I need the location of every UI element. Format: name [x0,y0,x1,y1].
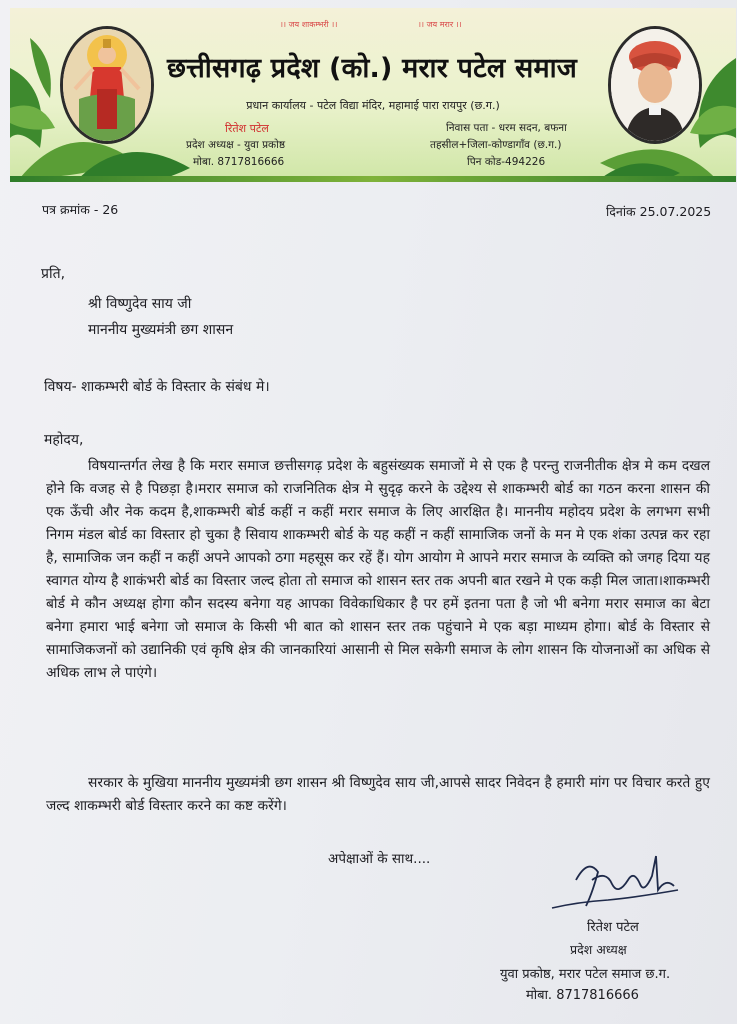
goddess-portrait [60,26,154,144]
signature-icon [548,850,698,920]
head-office-address: प्रधान कार्यालय - पटेल विद्या मंदिर, महामाई पारा रायपुर (छ.ग.) [246,99,500,112]
letterhead-bottom-border [10,176,736,182]
sender-designation: प्रदेश अध्यक्ष - युवा प्रकोष्ठ [186,139,286,151]
letter-date: दिनांक 25.07.2025 [606,204,712,219]
signatory-name: रितेश पटेल [587,920,639,935]
signatory-organization: युवा प्रकोष्ठ, मरार पटेल समाज छ.ग. [500,967,671,982]
signatory-mobile: मोबा. 8717816666 [526,988,639,1003]
body-paragraph-2: सरकार के मुखिया माननीय मुख्यमंत्री छग शासन श्री विष्णुदेव साय जी,आपसे सादर निवेदन है हमारी मांग पर विचार करते हुए जल्द शाकम्भरी बोर्ड विस्तार करने का कष्ट करेंगे। [46,775,710,814]
leader-image-icon [611,29,699,141]
letter-subject: विषय- शाकम्भरी बोर्ड के विस्तार के संबंध मे। [44,379,270,395]
residence-pincode: पिन कोड-494226 [467,156,546,168]
recipient-name: श्री विष्णुदेव साय जी [88,296,192,312]
leader-portrait [608,26,702,144]
goddess-image-icon [63,29,151,141]
recipient-designation: माननीय मुख्यमंत्री छग शासन [88,322,234,338]
letterhead [10,8,736,182]
reference-number: पत्र क्रमांक - 26 [42,202,119,217]
jai-marar: ।। जय मरार ।। [418,20,462,29]
signatory-designation: प्रदेश अध्यक्ष [570,942,627,957]
jai-shakambhari: ।। जय शाकम्भरी ।। [280,20,338,29]
to-label: प्रति, [41,266,66,282]
salutation: महोदय, [44,432,84,448]
sender-mobile: मोबा. 8717816666 [193,156,285,168]
residence-address-line2: तहसील+जिला-कोण्डागाँव (छ.ग.) [430,139,562,151]
body-paragraph-1: विषयान्तर्गत लेख है कि मरार समाज छत्तीसगढ़ प्रदेश के बहुसंख्यक समाजों मे से एक है परन्तु राजनीतीक क्षेत्र मे कम दखल होने कि वजह से है पिछड़ा है।मरार समाज को राजनितिक क्षेत्र मे सुदृढ़ करने के उद्देश्य से शाकम्भरी बोर्ड का गठन करना शासन की एक ऊँची और नेक कदम है,शाकम्भरी बोर्ड कहीं न कहीं मरार समाज के लिए आरक्षित है। माननीय महोदय प्रदेश के लगभग सभी निगम मंडल बोर्ड का विस्तार हो चुका है सिवाय शाकम्भरी बोर्ड के यह कहीं न कहीं सामाजिक जनों के मन मे एक शंका उत्पन्न कर रहा है, सामाजिक जन कहीं न कहीं अपने आपको ठगा महसूस कर रहें हैं। योग आयोग मे आपने मरार समाज के व्यक्ति को जगह दिया यह स्वागत योग्य है शाकंभरी बोर्ड का विस्तार जल्द होता तो समाज को शासन स्तर तक अपनी बात रखने मे एक कड़ी मिल जाता।शाकम्भरी बोर्ड मे कौन अध्यक्ष होगा कौन सदस्य बनेगा यह आपका विवेकाधिकार है पर हमें इतना पता है जो भी बनेगा मरार समाज का बेटा बनेगा हमारा भाई बनेगा जो समाज के किसी भी बात को शासन स्तर तक पहुंचाने मे एक बड़ा माध्यम होगा। बोर्ड के विस्तार से सामाजिकजनों को उद्यानिकी एवं कृषि क्षेत्र की जानकारियां आसानी से मिल सकेगी समाज के लोग शासन कि योजनाओं का अधिक से अधिक लाभ ले पाएंगे। [46,458,710,681]
organization-title: छत्तीसगढ़ प्रदेश (को.) मरार पटेल समाज [166,53,578,84]
sender-name: रितेश पटेल [225,122,269,135]
closing-line: अपेक्षाओं के साथ.... [328,851,431,867]
residence-address-line1: निवास पता - धरम सदन, बफना [446,122,567,134]
